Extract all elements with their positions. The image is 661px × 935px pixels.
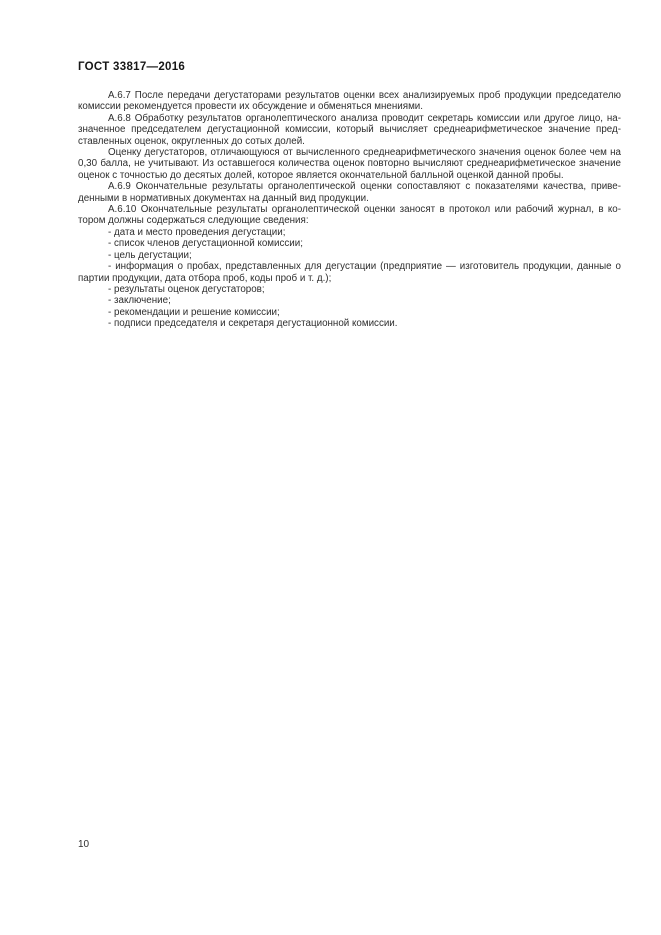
list-item [78,227,621,238]
list-item [78,295,621,306]
list-item-text: заключение; [114,295,171,307]
list-item [78,250,621,261]
list-item-text: результаты оценок дегустаторов; [114,283,265,295]
list-item [78,284,621,295]
list-item-text: информация о пробах, представленных для дегустации (предприятие — изготовитель продукции, данные о партии продукции, дата отбора проб, коды проб и т. д.); [78,261,621,284]
dash-marker: - [108,226,112,238]
list-item-text: цель дегустации; [114,249,192,261]
clause-a67-paragraph: А.6.7 После передачи дегустаторами результатов оценки всех анализируемых проб продукции председателю комиссии рекомендуется провести их обсуждение и обменяться мнениями. [78,90,621,113]
dash-marker: - [108,238,112,250]
document-content [78,61,621,330]
clause-a69-paragraph: А.6.9 Окончательные результаты органолептической оценки сопоставляют с показателями качества, приведенными в нормативных документах на данный вид продукции. [78,181,621,204]
clause-a68-paragraph: А.6.8 Обработку результатов органолептического анализа проводит секретарь комиссии или другое лицо, назначенное председателем дегустационной комиссии, который вычисляет среднеарифметическое значение представленных оценок, округленных до сотых долей. [78,112,621,147]
clause-a610-paragraph: А.6.10 Окончательные результаты органолептической оценки заносят в протокол или рабочий журнал, в котором должны содержаться следующие сведения: [78,204,621,227]
list-item [78,238,621,249]
list-item-text: список членов дегустационной комиссии; [114,238,303,250]
list-item [78,318,621,329]
dash-marker: - [108,249,112,261]
dash-marker: - [108,283,112,295]
dash-marker: - [108,306,112,318]
standard-number-header: ГОСТ 33817—2016 [78,61,186,73]
list-item-text: подписи председателя и секретаря дегустационной комиссии. [114,318,398,330]
page-number: 10 [78,839,90,850]
dash-marker: - [108,261,112,273]
page-footer [78,839,89,850]
list-item-text: дата и место проведения дегустации; [114,226,286,238]
dash-marker: - [108,318,112,330]
list-item-text: рекомендации и решение комиссии; [114,306,280,318]
list-item [78,307,621,318]
list-item [78,261,621,284]
protocol-contents-list [78,227,621,330]
dash-marker: - [108,295,112,307]
clause-a68-continuation-paragraph: Оценку дегустаторов, отличающуюся от вычисленного среднеарифметического значения оценок более чем на 0,30 балла, не учитывают. Из оставшегося количества оценок повторно вычисляют среднеарифметическое значение оценок с точностью до десятых долей, которое является окончательной балльной оценкой данной пробы. [78,147,621,181]
